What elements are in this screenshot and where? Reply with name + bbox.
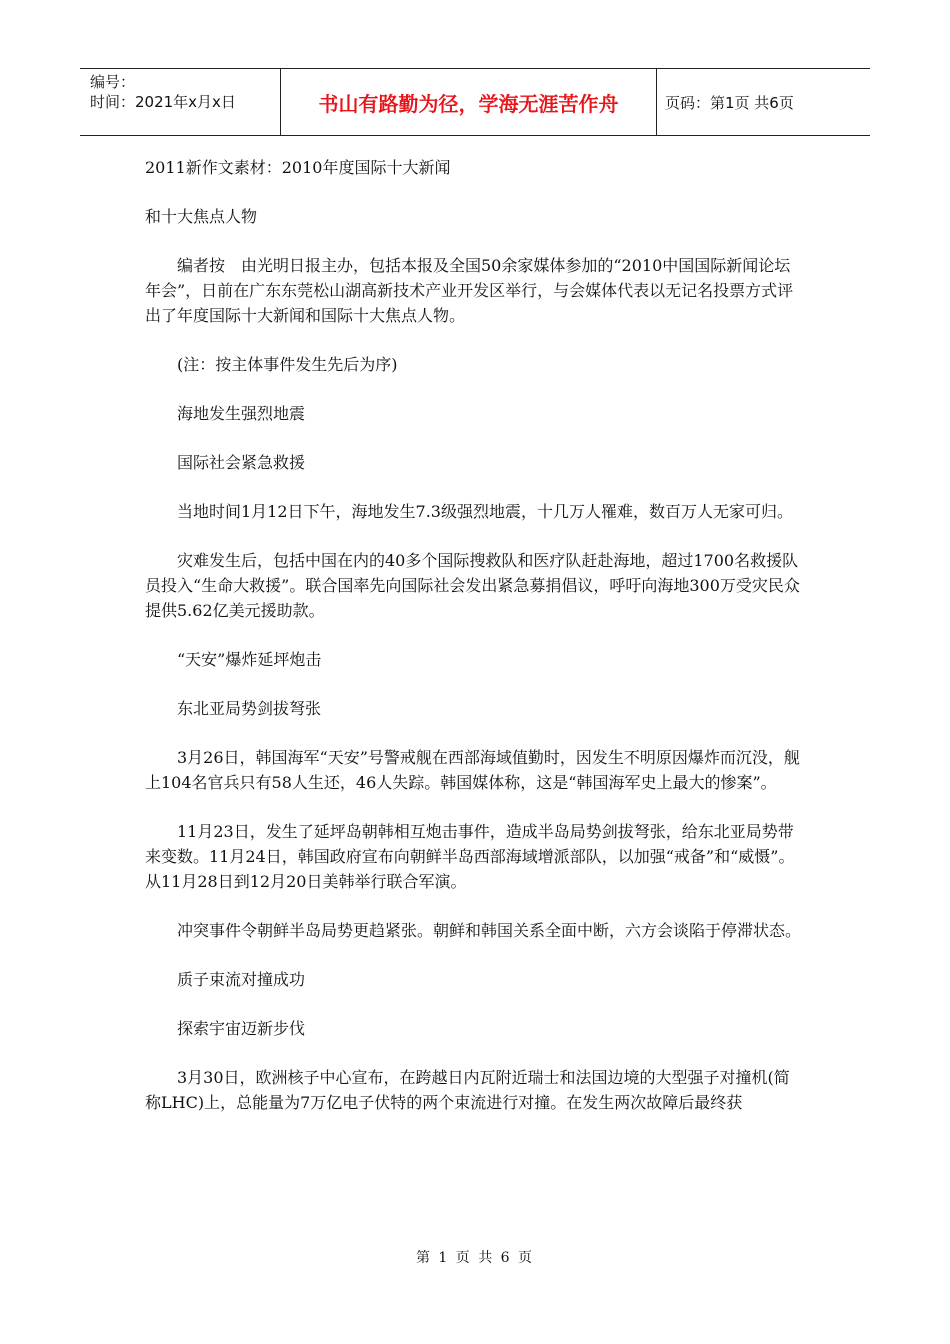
paragraph: 探索宇宙迈新步伐 — [177, 1019, 306, 1038]
paragraph: 海地发生强烈地震 — [177, 404, 306, 423]
paragraph: 和十大焦点人物 — [145, 207, 258, 226]
paragraph: 国际社会紧急救援 — [177, 453, 306, 472]
paragraph: 2011新作文素材：2010年度国际十大新闻 — [145, 158, 451, 177]
paragraph: 3月26日，韩国海军“天安”号警戒舰在西部海域值勤时，因发生不明原因爆炸而沉没，舰上104名官兵只有58人生还，46人失踪。韩国媒体称，这是“韩国海军史上最大的惨案”。 — [145, 748, 800, 792]
paragraph: 编者按 由光明日报主办，包括本报及全国50余家媒体参加的“2010中国国际新闻论坛年会”，日前在广东东莞松山湖高新技术产业开发区举行，与会媒体代表以无记名投票方式评出了年度国际十大新闻和国际十大焦点人物。 — [145, 256, 794, 325]
paragraph: 当地时间1月12日下午，海地发生7.3级强烈地震，十几万人罹难，数百万人无家可归。 — [177, 502, 793, 521]
paragraph: 灾难发生后，包括中国在内的40多个国际搜救队和医疗队赶赴海地，超过1700名救援队员投入“生命大救援”。联合国率先向国际社会发出紧急募捐倡议，呼吁向海地300万受灾民众提供5.62亿美元援助款。 — [145, 551, 800, 620]
document-number: 编号： — [90, 73, 136, 91]
paragraph: 质子束流对撞成功 — [177, 970, 306, 989]
page-header — [80, 68, 870, 136]
paragraph: 东北亚局势剑拔弩张 — [177, 699, 322, 718]
paragraph: (注：按主体事件发生先后为序) — [177, 355, 398, 374]
page-footer: 第 1 页 共 6 页 — [415, 1250, 535, 1266]
paragraph: 11月23日，发生了延坪岛朝韩相互炮击事件，造成半岛局势剑拔弩张，给东北亚局势带来变数。11月24日，韩国政府宣布向朝鲜半岛西部海域增派部队，以加强“戒备”和“威慑”。从11月28日到12月20日美韩举行联合军演。 — [145, 822, 795, 891]
paragraph: “天安”爆炸延坪炮击 — [177, 650, 322, 669]
document-body — [145, 155, 805, 1139]
paragraph: 3月30日，欧洲核子中心宣布，在跨越日内瓦附近瑞士和法国边境的大型强子对撞机(简称LHC)上，总能量为7万亿电子伏特的两个束流进行对撞。在发生两次故障后最终获 — [145, 1068, 790, 1112]
header-motto: 书山有路勤为径，学海无涯苦作舟 — [280, 69, 657, 135]
paragraph: 冲突事件令朝鲜半岛局势更趋紧张。朝鲜和韩国关系全面中断，六方会谈陷于停滞状态。 — [177, 921, 802, 940]
header-info — [80, 69, 280, 135]
header-page-info: 页码：第1页 共6页 — [665, 93, 794, 112]
document-date: 时间：2021年x月x日 — [90, 93, 236, 111]
